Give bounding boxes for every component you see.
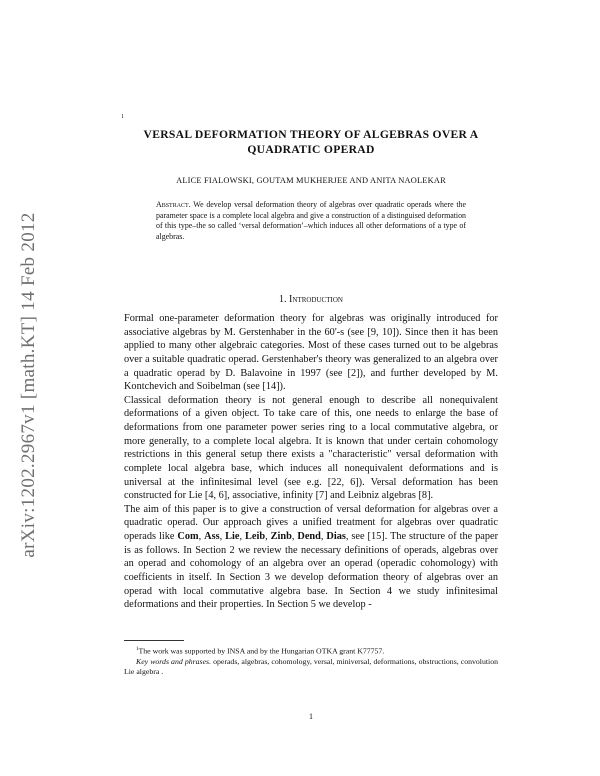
title-footnote-mark: 1 (121, 114, 124, 120)
abstract-label: Abstract. (156, 200, 191, 209)
footnotes (124, 645, 498, 678)
intro-paragraph-2: Classical deformation theory is not general enough to describe all nonequivalent deformations of a given object. To take care of this, one needs to enlarge the base of deformations from one parameter power series ring to a local commutative algebra, or more generally, to a complete local algebra. It is known that under certain cohomology restrictions in this general setup there exists a "characteristic" versal deformation with complete local algebra base, which induces all nonequivalent deformations and is universal at the infinitesimal level (see e.g. [22, 6]). Versal deformation has been constructed for Lie [4, 6], associative, infinity [7] and Leibniz algebras [8]. (124, 394, 498, 502)
operad-name: Dend (297, 531, 321, 542)
operad-name: Zinb (270, 531, 292, 542)
intro-paragraph-3: The aim of this paper is to give a construction of versal deformation for algebras over a quadratic operad. Our approach gives a unified treatment for algebras over quadratic operads like Com, Ass, Lie, Leib, Zinb, Dend, Dias, see [15]. The structure of the paper is as follows. In Section 2 we review the necessary definitions of operads, algebras over an operad and cohomology of an algebra over an operad (operadic cohomology) with coefficients in itself. In Section 3 we develop deformation theory of algebras over an operad with local commutative algebra base. In Section 4 we study infinitesimal deformations and their properties. In Section 5 we develop - (124, 503, 499, 611)
paper-authors: ALICE FIALOWSKI, GOUTAM MUKHERJEE AND ANITA NAOLEKAR (176, 176, 446, 185)
operad-name: Lie (225, 531, 240, 542)
keywords-footnote (124, 657, 498, 678)
operad-name: Dias (326, 531, 346, 542)
support-footnote (124, 645, 498, 657)
keywords-text: operads, algebras, cohomology, versal, miniversal, deformations, obstructions, convolution Lie algebra . (124, 657, 498, 677)
keywords-label: Key words and phrases. (136, 657, 212, 666)
section-heading (125, 294, 497, 305)
footnote-marker: 1 (136, 647, 139, 652)
intro-paragraph-1: Formal one-parameter deformation theory for algebras was originally introduced for associative algebras by M. Gerstenhaber in the 60'-s (see [9, 10]). Since then it has been applied to many other algebraic categories. Most of these cases turned out to be algebras over a suitable quadratic operad. Gerstenhaber's theory was generalized to an algebra over a quadratic operad by D. Balavoine in 1997 (see [2]), and further developed by M. Kontchevich and Soibelman (see [14]). (124, 313, 498, 393)
abstract (156, 200, 466, 242)
section-number: 1. (279, 294, 290, 305)
section-title: Introduction (289, 294, 343, 305)
operad-name: Com (177, 531, 199, 542)
abstract-text: We develop versal deformation theory of algebras over quadratic operads where the parameter space is a complete local algebra and give a construction of a distinguised deformation of this type–the so called ‘versal deformation’–which induces all other deformations of a type of algebras. (156, 200, 466, 241)
support-footnote-text: The work was supported by INSA and by the Hungarian OTKA grant K77757. (138, 646, 385, 656)
paragraph-3-start: The aim of this paper is to give a construction of versal deformation for algebras over a quadratic operad. Our approach gives a unified treatment for algebras over quadratic operads like (124, 503, 498, 542)
body-text (124, 312, 498, 612)
arxiv-identifier-text: arXiv:1202.2967v1 [math.KT] 14 Feb 2012 (18, 212, 39, 558)
operad-name: Ass (204, 531, 220, 542)
arxiv-identifier-stamp (14, 180, 44, 590)
page-number: 1 (309, 712, 313, 721)
paragraph-3-end: , see [15]. The structure of the paper is as follows. In Section 2 we review the necessary definitions of operads, algebras over an operad and cohomology of an algebra over an operad (operadic cohomology) with coefficients in itself. In Section 3 we develop deformation theory of algebras over an operad with local commutative algebra base. In Section 4 we study infinitesimal deformations and their properties. In Section 5 we develop - (124, 531, 499, 611)
operad-name: Leib (245, 531, 266, 542)
footnote-divider (124, 640, 184, 641)
paper-title: VERSAL DEFORMATION THEORY OF ALGEBRAS OVER A QUADRATIC OPERAD (143, 128, 479, 156)
